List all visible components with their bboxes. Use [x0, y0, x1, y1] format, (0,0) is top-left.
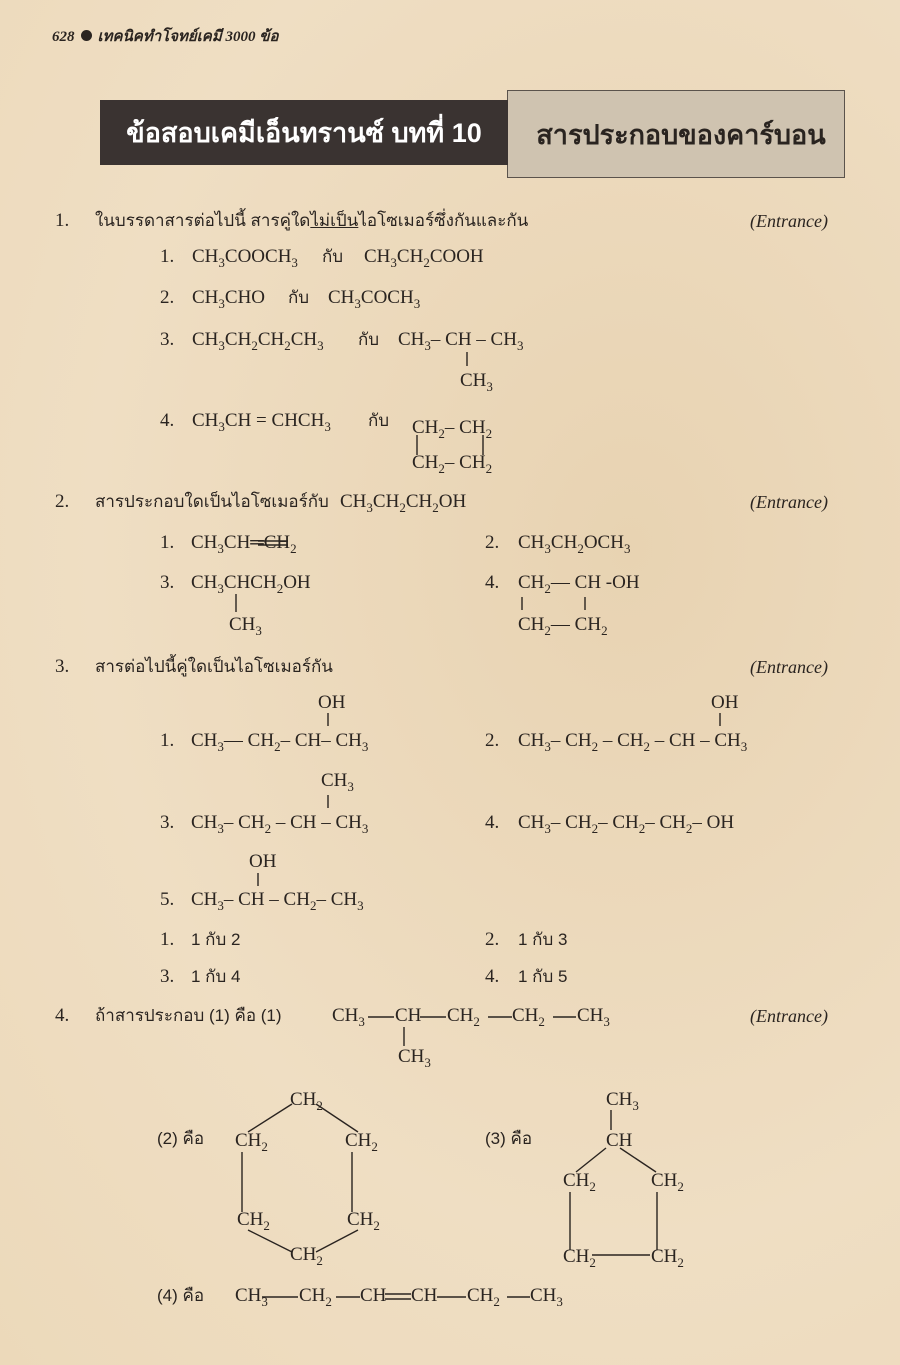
question-text	[95, 210, 528, 232]
ring-formula: $CH_2-$ $CH_2$	[412, 417, 493, 441]
option-number: 4.	[160, 410, 175, 431]
structure-number: 4.	[485, 812, 500, 833]
branch-formula: $CH_3$	[229, 614, 262, 638]
atom-group: $CH_2$	[651, 1170, 684, 1194]
choice-text: 1 กับ 2	[191, 930, 241, 949]
option-formula: $CH_3COOCH_3$	[192, 246, 298, 270]
ring-formula: $CH_2-$ $CH_2$	[412, 452, 493, 476]
compound-label: (2) คือ	[157, 1129, 205, 1148]
branch-formula: $CH_3$	[460, 370, 493, 394]
structure-number: 1.	[160, 730, 175, 751]
structure-formula: $CH_3-$ $CH_2-$ $CH_2-$ $CH_2-$ OH	[518, 812, 735, 836]
option-formula: $CH_3CH$ = $CHCH_3$	[192, 410, 331, 434]
atom-group: $CH_2$	[563, 1170, 596, 1194]
atom-group: CH	[411, 1285, 438, 1306]
question-number: 1.	[55, 210, 70, 231]
atom-group: $CH_2$	[290, 1244, 323, 1268]
choice-number: 2.	[485, 929, 500, 950]
atom-group: $CH_2$	[447, 1005, 480, 1029]
option-number: 1.	[160, 532, 175, 553]
option-number: 2.	[485, 532, 500, 553]
option-join: กับ	[358, 330, 380, 349]
atom-group: $CH_2$	[467, 1285, 500, 1309]
option-formula: $CH_2—$ CH -OH	[518, 572, 640, 596]
atom-group: CH	[606, 1130, 633, 1151]
option-join: กับ	[368, 411, 390, 430]
source-tag: (Entrance)	[750, 1006, 828, 1026]
option-number: 2.	[160, 287, 175, 308]
atom-group: $CH_2$	[563, 1246, 596, 1270]
option-formula: $CH_3CH_2COOH$	[364, 246, 484, 270]
question-text: สารประกอบใดเป็นไอโซเมอร์กับ	[95, 492, 329, 511]
atom-group: $CH_2$	[290, 1089, 323, 1113]
compound-label: (4) คือ	[157, 1286, 205, 1305]
structure-number: 2.	[485, 730, 500, 751]
atom-group: $CH_3$	[332, 1005, 365, 1029]
substituent: OH	[711, 692, 739, 713]
source-tag: (Entrance)	[750, 211, 828, 231]
question-text: สารต่อไปนี้คู่ใดเป็นไอโซเมอร์กัน	[95, 657, 333, 676]
option-number: 3.	[160, 329, 175, 350]
option-formula: $CH_2—$ $CH_2$	[518, 614, 608, 638]
structure-formula: $CH_3-$ $CH_2 - CH_2$ – CH – $CH_3$	[518, 730, 748, 754]
question-emphasis: ไม่เป็น	[310, 211, 359, 230]
chapter-title: สารประกอบของคาร์บอน	[536, 119, 826, 150]
choice-text: 1 กับ 5	[518, 967, 568, 986]
source-tag: (Entrance)	[750, 657, 828, 677]
choice-text: 1 กับ 4	[191, 967, 241, 986]
atom-group: CH	[395, 1005, 422, 1026]
atom-group: $CH_2$	[345, 1130, 378, 1154]
option-number: 3.	[160, 572, 175, 593]
option-join: กับ	[322, 247, 344, 266]
question-text: ถ้าสารประกอบ (1) คือ (1)	[95, 1006, 282, 1025]
substituent: $CH_3$	[321, 770, 354, 794]
structure-number: 5.	[160, 889, 175, 910]
question-formula: $CH_3CH_2CH_2OH$	[340, 491, 467, 515]
book-title: เทคนิคทำโจทย์เคมี 3000 ข้อ	[97, 29, 279, 45]
atom-group: $CH_3$	[235, 1285, 268, 1309]
option-formula: $CH_3CHO$	[192, 287, 266, 311]
option-formula: $CH_3CH_2OCH_3$	[518, 532, 631, 556]
atom-group: $CH_3$	[530, 1285, 563, 1309]
structure-number: 3.	[160, 812, 175, 833]
option-formula: $CH_3-$ CH – $CH_3$	[398, 329, 524, 353]
atom-group: $CH_2$	[651, 1246, 684, 1270]
atom-group: $CH_2$	[237, 1209, 270, 1233]
option-formula: $CH_3CH═CH_2$	[191, 532, 297, 556]
atom-group: $CH_2$	[512, 1005, 545, 1029]
option-join: กับ	[288, 288, 310, 307]
choice-number: 3.	[160, 966, 175, 987]
atom-group: $CH_2$	[299, 1285, 332, 1309]
option-number: 4.	[485, 572, 500, 593]
atom-group: $CH_2$	[235, 1130, 268, 1154]
compound-label: (3) คือ	[485, 1129, 533, 1148]
option-number: 1.	[160, 246, 175, 267]
atom-group: $CH_3$	[398, 1046, 431, 1070]
substituent: OH	[249, 851, 277, 872]
choice-text: 1 กับ 3	[518, 930, 568, 949]
page-number: 628	[52, 29, 75, 45]
structure-formula: $CH_3-$ $CH_2$ – CH – $CH_3$	[191, 812, 369, 836]
source-tag: (Entrance)	[750, 492, 828, 512]
choice-number: 4.	[485, 966, 500, 987]
atom-group: $CH_3$	[606, 1089, 639, 1113]
option-formula: $CH_3COCH_3$	[328, 287, 421, 311]
atom-group: CH	[360, 1285, 387, 1306]
question-number: 3.	[55, 656, 70, 677]
substituent: OH	[318, 692, 346, 713]
atom-group: $CH_3$	[577, 1005, 610, 1029]
option-formula: $CH_3CHCH_2OH$	[191, 572, 311, 596]
atom-group: $CH_2$	[347, 1209, 380, 1233]
structure-formula: $CH_3—$ $CH_2-$ CH– $CH_3$	[191, 730, 369, 754]
option-formula: $CH_3CH_2CH_2CH_3$	[192, 329, 324, 353]
question-number: 2.	[55, 491, 70, 512]
exam-chapter-label: ข้อสอบเคมีเอ็นทรานซ์ บทที่ 10	[126, 118, 482, 148]
question-text-part: ในบรรดาสารต่อไปนี้ สารคู่ใด	[95, 211, 311, 230]
question-text-part: ไอโซเมอร์ซึ่งกันและกัน	[358, 211, 529, 230]
choice-number: 1.	[160, 929, 175, 950]
structure-formula: $CH_3-$ CH – $CH_2-$ $CH_3$	[191, 889, 364, 913]
question-number: 4.	[55, 1005, 70, 1026]
